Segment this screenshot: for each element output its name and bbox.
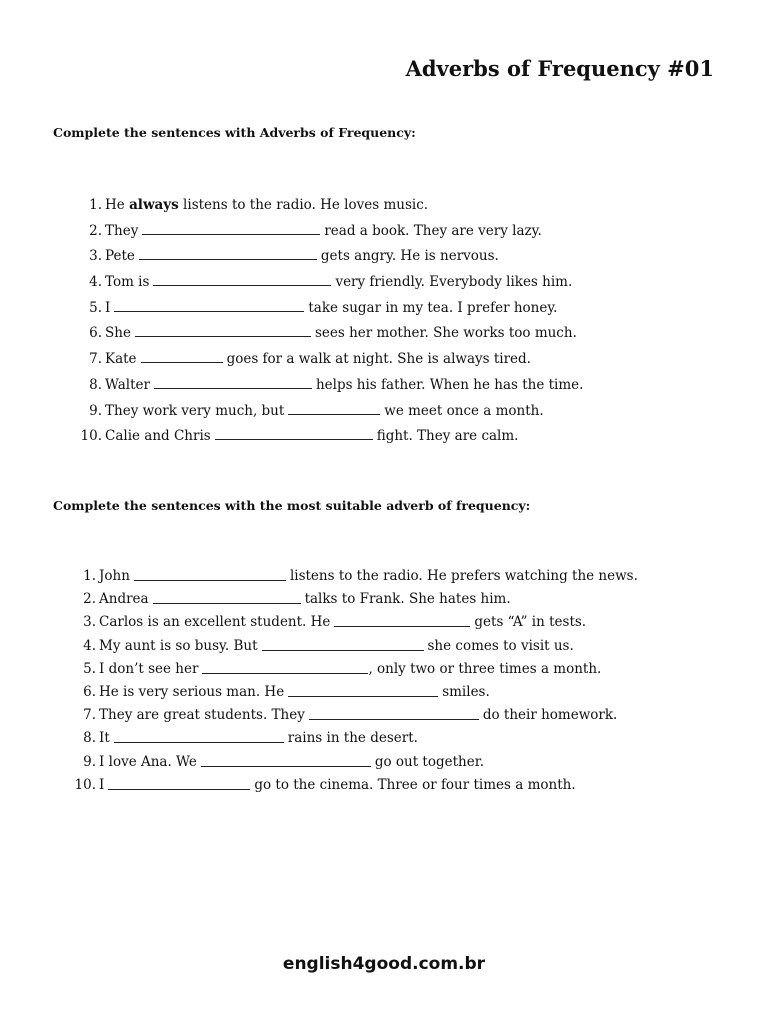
answer-blank[interactable] <box>134 568 286 581</box>
answer-blank[interactable] <box>202 661 368 674</box>
answer-blank[interactable] <box>288 402 380 415</box>
item-number: 2. <box>83 591 96 608</box>
item-number: 5. <box>89 299 102 316</box>
list-item <box>72 777 638 800</box>
item-text-before: I <box>99 776 105 793</box>
answer-blank[interactable] <box>114 730 284 743</box>
item-text-before: Andrea <box>99 591 149 608</box>
item-number: 2. <box>89 222 102 239</box>
item-text-before: He <box>105 197 130 213</box>
answer-blank[interactable] <box>114 299 304 312</box>
item-number: 7. <box>83 707 96 724</box>
list-item <box>78 402 583 428</box>
item-text-after: take sugar in my tea. I prefer honey. <box>308 299 558 316</box>
answer-blank[interactable] <box>153 273 331 286</box>
item-number: 3. <box>83 614 96 631</box>
item-text-before: Walter <box>105 376 150 393</box>
item-text-before: She <box>105 325 131 342</box>
answer-blank[interactable] <box>201 754 371 767</box>
item-text-after: goes for a walk at night. She is always tired. <box>226 351 531 368</box>
item-text-before: I <box>105 299 111 316</box>
item-text-after: smiles. <box>442 683 490 700</box>
item-text-after: rains in the desert. <box>287 730 418 747</box>
item-number: 8. <box>89 376 102 393</box>
item-text-after: gets “A” in tests. <box>474 614 587 631</box>
list-item <box>78 376 583 402</box>
answer-blank[interactable] <box>309 707 479 720</box>
item-number: 1. <box>83 568 96 584</box>
item-number: 4. <box>83 637 96 654</box>
item-text-after: fight. They are calm. <box>376 428 519 445</box>
item-number: 7. <box>89 351 102 368</box>
list-item <box>78 299 583 325</box>
answer-blank[interactable] <box>334 614 470 627</box>
list-item <box>72 568 638 591</box>
list-item <box>72 754 638 777</box>
list-item <box>72 638 638 661</box>
list-item <box>78 324 583 350</box>
item-text-after: , only two or three times a month. <box>368 660 602 677</box>
answer-blank[interactable] <box>153 591 301 604</box>
list-item <box>72 591 638 614</box>
item-text-after: sees her mother. She works too much. <box>314 325 577 342</box>
item-text-after: very friendly. Everybody likes him. <box>335 274 573 291</box>
item-number: 4. <box>89 274 102 291</box>
item-text-before: I don’t see her <box>99 660 199 677</box>
item-text-after: do their homework. <box>482 707 618 724</box>
list-item <box>72 707 638 730</box>
item-text-after: helps his father. When he has the time. <box>315 376 584 393</box>
item-text-before: He is very serious man. He <box>99 683 285 700</box>
section2-instruction: Complete the sentences with the most suitable adverb of frequency: <box>53 498 531 513</box>
item-text-before: My aunt is so busy. But <box>99 637 258 654</box>
item-number: 8. <box>83 730 96 747</box>
list-item <box>72 730 638 753</box>
section2-list <box>72 568 638 800</box>
item-text-before: They are great students. They <box>99 707 305 724</box>
item-text-before: They <box>105 222 139 239</box>
item-text-after: read a book. They are very lazy. <box>324 222 542 239</box>
item-text-after: go out together. <box>374 753 484 770</box>
item-number: 5. <box>83 660 96 677</box>
answer-blank[interactable] <box>262 638 424 651</box>
item-text-before: They work very much, but <box>105 402 285 419</box>
item-text-after: go to the cinema. Three or four times a month. <box>254 776 576 793</box>
item-text-before: I love Ana. We <box>99 753 197 770</box>
item-number: 3. <box>89 248 102 265</box>
item-number: 9. <box>83 753 96 770</box>
answer-blank[interactable] <box>154 376 312 389</box>
item-number: 6. <box>89 325 102 342</box>
item-text-after: talks to Frank. She hates him. <box>304 591 511 608</box>
item-number: 6. <box>83 683 96 700</box>
answer-blank[interactable] <box>108 777 250 790</box>
list-item <box>72 661 638 684</box>
answer-blank[interactable] <box>141 350 223 363</box>
item-text-before: Tom is <box>105 274 150 291</box>
item-text-before: It <box>99 730 110 747</box>
item-number: 10. <box>74 776 96 793</box>
list-item <box>78 222 583 248</box>
item-text-after: we meet once a month. <box>384 402 544 419</box>
list-item <box>78 247 583 273</box>
answer-blank[interactable] <box>139 247 317 260</box>
answer-blank[interactable] <box>215 427 373 440</box>
list-item <box>78 196 583 222</box>
worksheet-title: Adverbs of Frequency #01 <box>405 56 714 81</box>
section1-list <box>78 196 583 453</box>
item-text-before: Pete <box>105 248 135 265</box>
footer-website: english4good.com.br <box>282 954 486 974</box>
item-number: 10. <box>80 428 102 445</box>
item-text-before: Kate <box>105 351 137 368</box>
list-item <box>78 273 583 299</box>
item-text-after: listens to the radio. He loves music. <box>178 197 429 213</box>
list-item <box>72 614 638 637</box>
item-text-after: gets angry. He is nervous. <box>320 248 499 265</box>
item-text-before: Calie and Chris <box>105 428 211 445</box>
answer-blank[interactable] <box>142 222 320 235</box>
item-adverb: always <box>129 197 179 213</box>
list-item <box>78 350 583 376</box>
list-item <box>72 684 638 707</box>
item-text-before: John <box>99 568 130 584</box>
item-text-after: listens to the radio. He prefers watching the news. <box>289 568 638 584</box>
answer-blank[interactable] <box>135 324 311 337</box>
section1-instruction: Complete the sentences with Adverbs of Frequency: <box>53 125 416 140</box>
answer-blank[interactable] <box>288 684 438 697</box>
list-item <box>78 427 583 453</box>
item-number: 1. <box>89 197 102 213</box>
item-text-before: Carlos is an excellent student. He <box>99 614 331 631</box>
item-number: 9. <box>89 402 102 419</box>
item-text-after: she comes to visit us. <box>427 637 574 654</box>
